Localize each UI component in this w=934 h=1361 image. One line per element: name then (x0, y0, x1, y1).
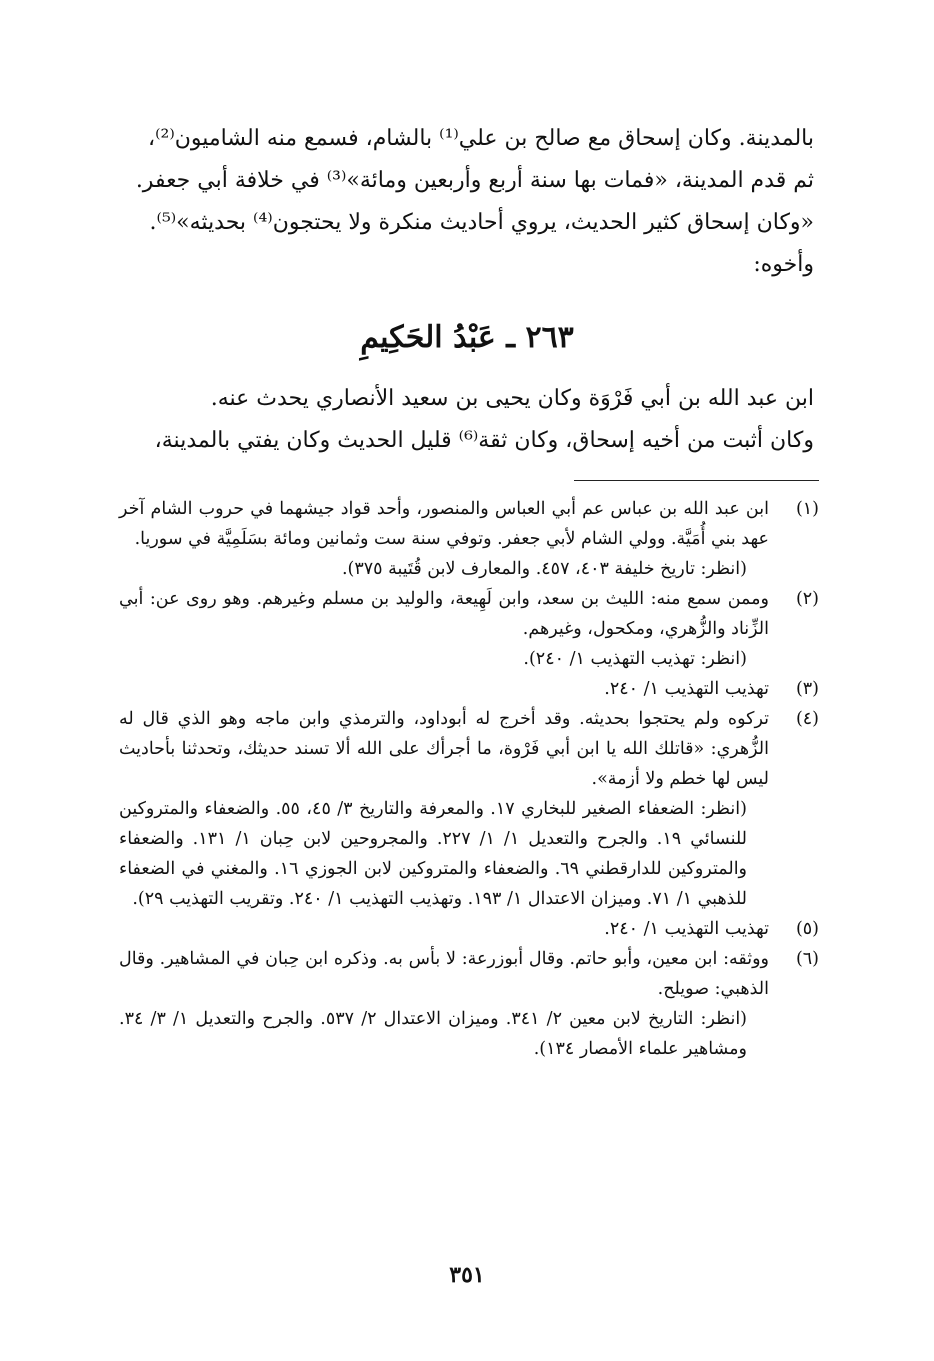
footnote-text: ووثقه: ابن معين، وأبو حاتم. وقال أبوزرعة: لا بأس به. وذكره ابن حِبان في المشاهير. وقال الذهبي: صويلح. (119, 949, 769, 999)
footnote-number: (٤) (795, 709, 819, 729)
footnote (119, 944, 819, 1064)
entry-text (114, 378, 814, 462)
footnote-text: ابن عبد الله بن عباس عم أبي العباس والمنصور، وأحد قواد جيشهما في حروب الشام آخر عهد بني أُمَيَّة. وولي الشام لأبي جعفر. وتوفي سنة ست وثمانين ومائة بسَلَمِيَّة في سوريا. (119, 499, 769, 549)
footnote-number: (١) (795, 499, 819, 519)
footnote (119, 914, 819, 944)
footnote-reference: (انظر: تهذيب التهذيب ١/ ٢٤٠). (523, 649, 747, 669)
footnote-number: (٣) (795, 679, 819, 699)
body-line: بالمدينة. وكان إسحاق مع صالح بن علي⁽¹⁾ بالشام، فسمع منه الشاميون⁽²⁾، (147, 126, 814, 151)
footnote-content (119, 584, 769, 674)
footnote-number: (٢) (795, 589, 819, 609)
footnote (119, 704, 819, 914)
footnote-content (119, 944, 769, 1064)
footnote-reference: (انظر: الضعفاء الصغير للبخاري ١٧. والمعرفة والتاريخ ٣/ ٤٥، ٥٥. والضعفاء والمتروكين للنسائي ١٩. والجرح والتعديل ١/ ١/ ٢٢٧. والمجروحين لابن حِبان ١/ ١٣١. والضعفاء والمتروكين للدارقطني ٦٩. والضعفاء والمتروكين لابن الجوزي ١٦. والمغني في الضعفاء للذهبي ١/ ٧١. وميزان الاعتدال ١/ ١٩٣. وتهذيب التهذيب ١/ ٢٤٠. وتقريب التهذيب ٢٩). (119, 799, 748, 909)
footnote-text: تهذيب التهذيب ١/ ٢٤٠. (604, 679, 769, 699)
footnote-content (119, 704, 769, 914)
footnote-number: (٦) (795, 949, 819, 969)
footnote-content (119, 494, 769, 584)
entry-line: ابن عبد الله بن أبي فَرْوَة وكان يحيى بن سعيد الأنصاري يحدث عنه. (210, 386, 814, 411)
entry-line: وكان أثبت من أخيه إسحاق، وكان ثقة⁽⁶⁾ قليل الحديث وكان يفتي بالمدينة، (154, 428, 814, 453)
footnote-separator (574, 480, 819, 481)
footnotes (119, 494, 819, 1064)
footnote-reference: (انظر: تاريخ خليفة ٤٠٣، ٤٥٧. والمعارف لابن قُتَيبة ٣٧٥). (341, 559, 747, 579)
footnote (119, 674, 819, 704)
body-text-continuation (114, 118, 814, 286)
footnote (119, 494, 819, 584)
footnote-text: تركوه ولم يحتجوا بحديثه. وقد أخرج له أبوداود، والترمذي وابن ماجه وهو الذي قال له الزُّهري: «قاتلك الله يا ابن أبي فَرْوة، ما أجرأك على الله ألا تسند حديثك، وتحدثنا بأحاديث ليس لها خطم ولا أزمة». (119, 709, 769, 789)
footnote-text: وممن سمع منه: الليث بن سعد، وابن لَهِيعة، والوليد بن مسلم وغيرهم. وهو روى عن: أبي الزِّناد والزُّهري، ومكحول، وغيرهم. (119, 589, 769, 639)
body-line: ثم قدم المدينة، «فمات بها سنة أربع وأربعين ومائة»⁽³⁾ في خلافة أبي جعفر. (135, 168, 814, 193)
footnote (119, 584, 819, 674)
footnote-text: تهذيب التهذيب ١/ ٢٤٠. (604, 919, 769, 939)
footnote-content (119, 674, 769, 704)
footnote-number: (٥) (795, 919, 819, 939)
footnote-content (119, 914, 769, 944)
body-line: «وكان إسحاق كثير الحديث، يروي أحاديث منكرة ولا يحتجون⁽⁴⁾ بحديثه»⁽⁵⁾. (149, 210, 814, 235)
body-line: وأخوه: (753, 252, 814, 277)
page-number: ٣٥١ (449, 1262, 485, 1288)
footnote-reference: (انظر: التاريخ لابن معين ٢/ ٣٤١. وميزان الاعتدال ٢/ ٥٣٧. والجرح والتعديل ١/ ٣/ ٣٤. ومشاهير علماء الأمصار ١٣٤). (119, 1009, 748, 1059)
entry-heading: ٢٦٣ ـ عَبْدُ الحَكِيمِ (360, 320, 574, 355)
